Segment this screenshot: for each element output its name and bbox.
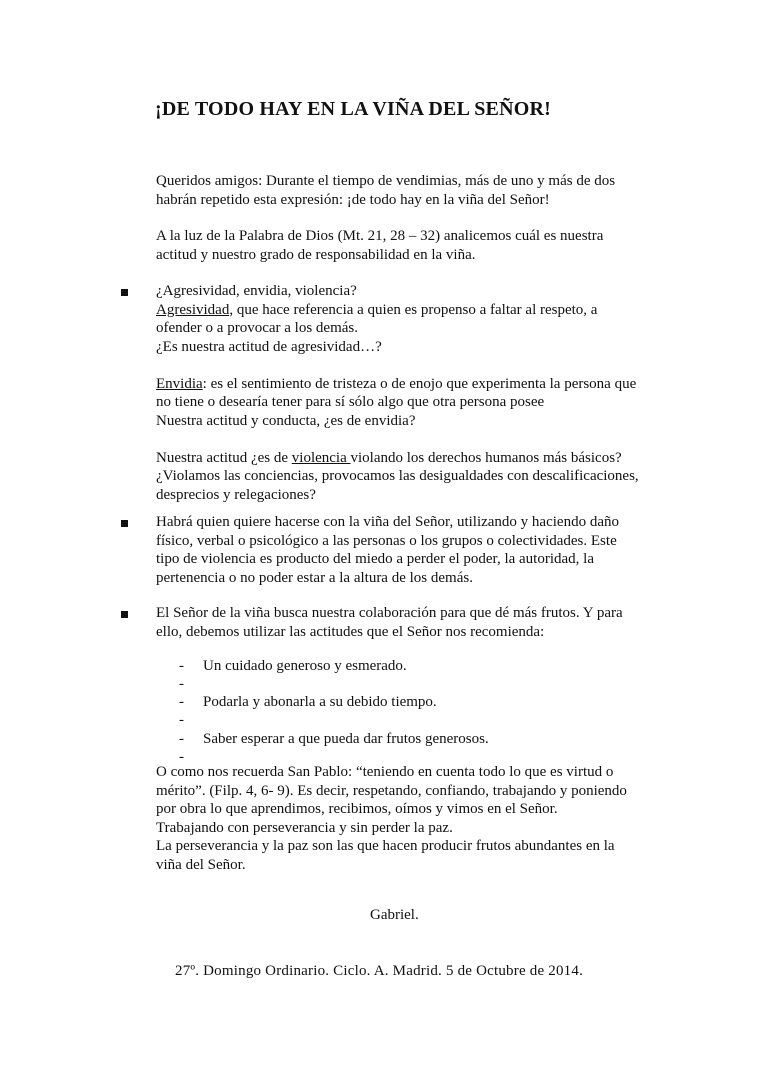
text-line: viña del Señor.: [156, 856, 246, 873]
section-1: [156, 282, 676, 504]
text-line: ¿Agresividad, envidia, violencia?: [156, 283, 357, 299]
text-line: [156, 301, 676, 320]
text-line: Trabajando con perseverancia y sin perder la paz.: [156, 819, 453, 836]
document-title: ¡DE TODO HAY EN LA VIÑA DEL SEÑOR!: [155, 98, 551, 120]
signature: Gabriel.: [370, 907, 419, 923]
text-line: físico, verbal o psicológico a las personas o los grupos o colectividades. Este: [156, 532, 617, 549]
bullet-icon: [121, 289, 128, 296]
section-3: [156, 604, 676, 641]
text-segment: que hace referencia a quien es propenso a faltar al respeto, a: [233, 301, 598, 318]
text-line: actitud y nuestro grado de responsabilidad en la viña.: [156, 246, 476, 263]
list-item: Un cuidado generoso y esmerado.: [203, 658, 407, 674]
list-item: Podarla y abonarla a su debido tiempo.: [203, 694, 437, 710]
list-item: Saber esperar a que pueda dar frutos generosos.: [203, 731, 489, 747]
text-line: no tiene o desearía tener para sí sólo algo que otra persona posee: [156, 394, 545, 410]
text-line: Nuestra actitud y conducta, ¿es de envidia?: [156, 412, 416, 429]
text-line: [156, 375, 676, 394]
text-line: A la luz de la Palabra de Dios (Mt. 21, 28 – 32) analicemos cuál es nuestra: [156, 228, 604, 244]
text-line: O como nos recuerda San Pablo: “teniendo en cuenta todo lo que es virtud o: [156, 764, 614, 780]
text-line: ¿Violamos las conciencias, provocamos las desigualdades con descalificaciones,: [156, 468, 639, 484]
text-line: ¿Es nuestra actitud de agresividad…?: [156, 338, 382, 355]
bullet-icon: [121, 520, 128, 527]
intro-paragraph-2: [156, 227, 676, 264]
text-segment: Nuestra actitud ¿es de: [156, 449, 292, 466]
section-2: [156, 513, 676, 587]
bullet-icon: [121, 611, 128, 618]
text-line: [156, 449, 676, 468]
text-line: habrán repetido esta expresión: ¡de todo hay en la viña del Señor!: [156, 191, 550, 208]
intro-paragraph-1: [156, 172, 676, 209]
text-line: ofender o a provocar a los demás.: [156, 320, 359, 336]
list-dash: -: [179, 712, 184, 728]
closing-paragraph: [156, 763, 676, 874]
list-dash: -: [179, 676, 184, 692]
list-dash: -: [179, 658, 184, 674]
term-violencia: violencia: [291, 449, 351, 466]
text-segment: : es el sentimiento de tristeza o de enojo que experimenta la persona que: [202, 375, 637, 392]
text-line: Habrá quien quiere hacerse con la viña del Señor, utilizando y haciendo daño: [156, 514, 619, 530]
term-agresividad: Agresividad,: [156, 301, 234, 318]
text-line: La perseverancia y la paz son las que hacen producir frutos abundantes en la: [156, 838, 615, 854]
text-line: tipo de violencia es producto del miedo a perder el poder, la autoridad, la: [156, 551, 594, 567]
list-dash: -: [179, 749, 184, 765]
text-line: desprecios y relegaciones?: [156, 486, 316, 503]
list-dash: -: [179, 731, 184, 747]
text-line: El Señor de la viña busca nuestra colaboración para que dé más frutos. Y para: [156, 605, 623, 621]
text-line: por obra lo que aprendimos, recibimos, oímos y vimos en el Señor.: [156, 801, 558, 817]
text-segment: violando los derechos humanos más básicos?: [350, 449, 622, 466]
text-line: Queridos amigos: Durante el tiempo de vendimias, más de uno y más de dos: [156, 173, 616, 189]
list-dash: -: [179, 694, 184, 710]
text-line: ello, debemos utilizar las actitudes que el Señor nos recomienda:: [156, 623, 545, 640]
footer-date: 27º. Domingo Ordinario. Ciclo. A. Madrid. 5 de Octubre de 2014.: [175, 963, 584, 979]
text-line: pertenencia o no poder estar a la altura de los demás.: [156, 569, 473, 586]
text-line: mérito”. (Filp. 4, 6- 9). Es decir, respetando, confiando, trabajando y poniendo: [156, 782, 627, 799]
term-envidia: Envidia: [156, 375, 203, 392]
